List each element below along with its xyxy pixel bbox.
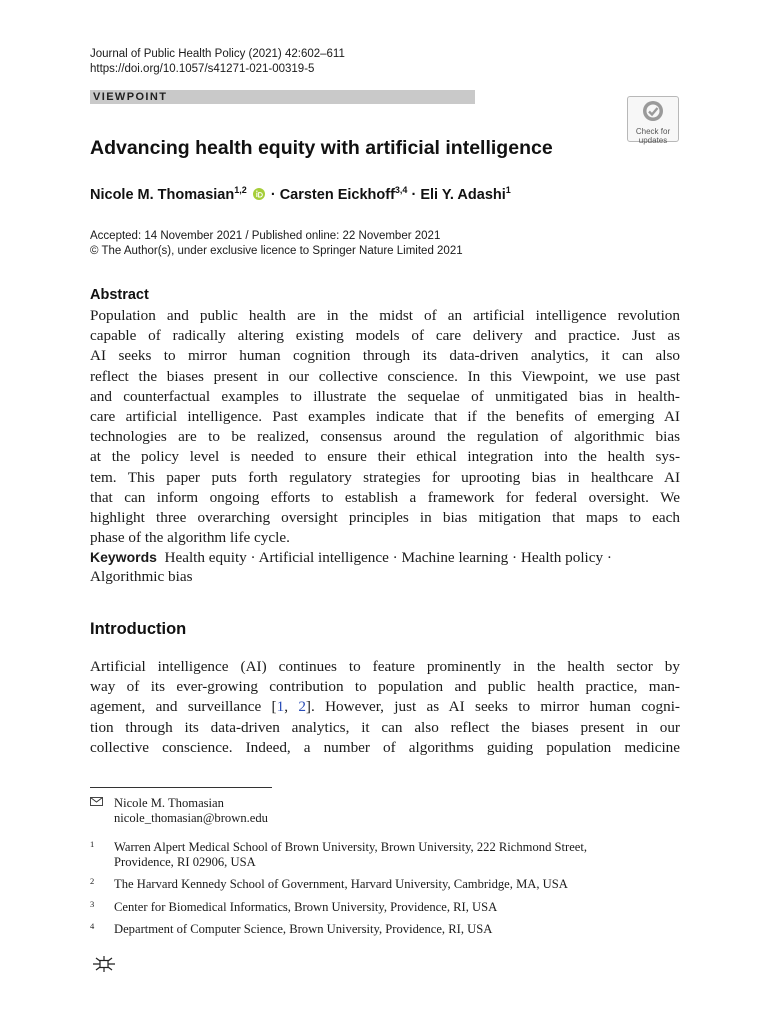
- affiliation-text: Providence, RI 02906, USA: [114, 855, 256, 869]
- author-name[interactable]: Eli Y. Adashi: [420, 187, 506, 203]
- affiliation-number: 3: [90, 899, 95, 909]
- keywords-label: Keywords: [90, 549, 157, 565]
- affiliation-text: The Harvard Kennedy School of Government, Harvard University, Cambridge, MA, USA: [114, 877, 568, 891]
- abstract-line: at the policy level is needed to ensure their ethical integration into the health sys-: [90, 448, 680, 466]
- section-label: VIEWPOINT: [93, 91, 168, 103]
- intro-line: tion through its data-driven analytics, it can also reflect the biases present in our: [90, 718, 680, 736]
- affiliation-number: 1: [90, 839, 95, 849]
- footnote-rule: [90, 787, 272, 788]
- envelope-icon: [90, 797, 103, 806]
- section-bar: [90, 90, 475, 104]
- author-affiliation-sup: 1: [505, 185, 511, 195]
- abstract-line: AI seeks to mirror human cognition through its data-driven analytics, it can also: [90, 347, 680, 365]
- corresponding-author-name: Nicole M. Thomasian: [114, 796, 224, 810]
- affiliation-number: 2: [90, 876, 95, 886]
- author-separator: ·: [270, 187, 276, 203]
- author-affiliation-sup: 3,4: [394, 185, 408, 195]
- keywords-line: [90, 547, 680, 567]
- abstract-line: phase of the algorithm life cycle.: [90, 529, 290, 547]
- intro-line: collective conscience. Indeed, a number of algorithms guiding population medicine: [90, 738, 680, 756]
- affiliation-number: 4: [90, 921, 95, 931]
- corresponding-author-email[interactable]: nicole_thomasian@brown.edu: [114, 811, 268, 825]
- affiliation-text: Department of Computer Science, Brown University, Providence, RI, USA: [114, 922, 493, 936]
- abstract-line: capable of radically altering existing models of care delivery and practice. Just as: [90, 327, 680, 345]
- check-updates-line2: updates: [638, 136, 668, 145]
- abstract-line: technologies are to be realized, consensus around the regulation of algorithmic bias: [90, 428, 680, 446]
- accepted-published-dates: Accepted: 14 November 2021 / Published online: 22 November 2021: [90, 230, 441, 242]
- author-separator: ·: [411, 187, 417, 203]
- springer-logo-icon: [90, 954, 118, 974]
- citation-link[interactable]: 2: [298, 698, 306, 716]
- introduction-body: [90, 657, 680, 758]
- keywords-list: Health equity · Artificial intelligence · Machine learning · Health policy ·: [164, 549, 612, 566]
- abstract-line: reflect the biases present in our collective conscience. In this Viewpoint, we use past: [90, 367, 680, 385]
- article-title: Advancing health equity with artificial intelligence: [90, 137, 553, 159]
- intro-line: agement, and surveillance [1, 2]. However, just as AI seeks to mirror human cogni-: [90, 698, 680, 716]
- citation-link[interactable]: 1: [276, 698, 285, 716]
- copyright-line: © The Author(s), under exclusive licence to Springer Nature Limited 2021: [90, 245, 463, 257]
- abstract-line: and counterfactual examples to illustrate the sequelae of unmitigated bias in health-: [90, 387, 680, 405]
- orcid-icon[interactable]: [253, 188, 265, 200]
- abstract-heading: Abstract: [90, 287, 149, 303]
- affiliation-text: Warren Alpert Medical School of Brown University, Brown University, 222 Richmond Street,: [114, 840, 588, 854]
- doi-link[interactable]: https://doi.org/10.1057/s41271-021-00319-5: [90, 63, 315, 75]
- author-name[interactable]: Carsten Eickhoff: [279, 187, 395, 203]
- check-updates-line1: Check for: [635, 127, 671, 136]
- abstract-body: [90, 306, 680, 548]
- affiliation-text: Center for Biomedical Informatics, Brown University, Providence, RI, USA: [114, 900, 498, 914]
- author-affiliation-sup: 1,2: [234, 185, 247, 195]
- author-name[interactable]: Nicole M. Thomasian: [90, 187, 235, 203]
- author-list: [90, 185, 511, 203]
- check-updates-icon: [642, 100, 664, 122]
- intro-line: way of its ever-growing contribution to population and public health practice, man-: [90, 678, 680, 696]
- abstract-line: that can inform ongoing efforts to establish a framework for federal oversight. We: [90, 488, 680, 506]
- abstract-line: care artificial intelligence. Past examples indicate that if the benefits of emerging AI: [90, 407, 680, 425]
- abstract-line: tem. This paper puts forth regulatory strategies for uprooting bias in healthcare AI: [90, 468, 680, 486]
- check-for-updates-badge[interactable]: [627, 96, 679, 145]
- keywords-line: Algorithmic bias: [90, 568, 193, 586]
- intro-line: Artificial intelligence (AI) continues to feature prominently in the health sector by: [90, 658, 680, 675]
- abstract-line: highlight three overarching oversight principles in bias mitigation that maps to each: [90, 508, 680, 526]
- keywords-block: [90, 547, 680, 587]
- introduction-heading: Introduction: [90, 620, 187, 638]
- journal-citation: Journal of Public Health Policy (2021) 42:602–611: [90, 48, 345, 60]
- abstract-line: Population and public health are in the midst of an artificial intelligence revolution: [90, 307, 680, 324]
